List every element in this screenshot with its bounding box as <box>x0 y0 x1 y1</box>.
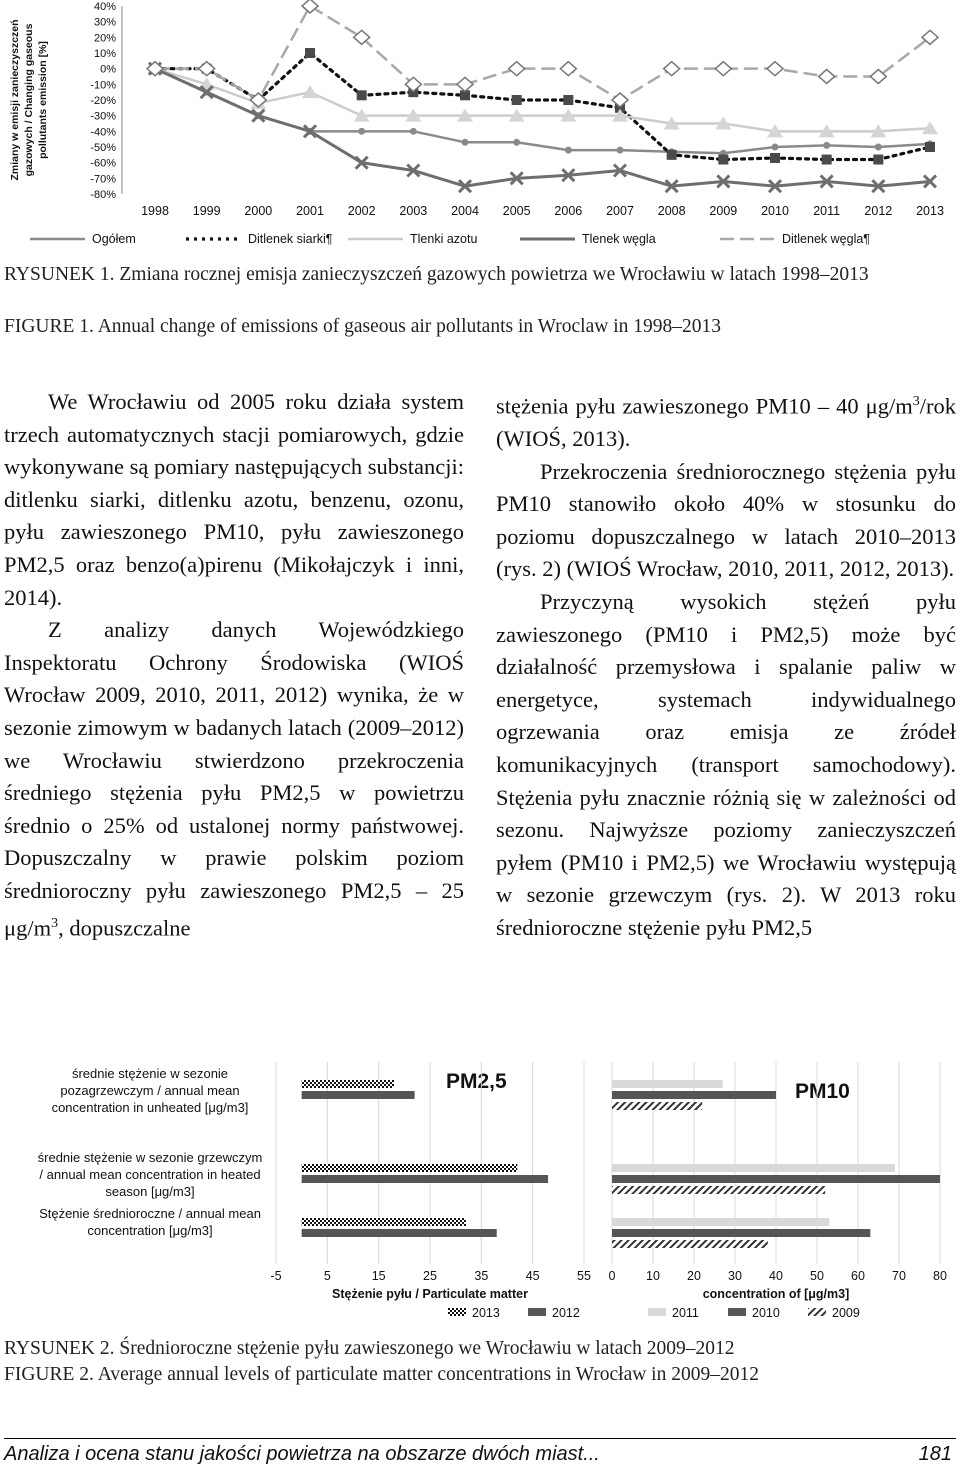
data-point <box>512 95 522 105</box>
data-point <box>565 147 572 154</box>
data-point <box>358 128 365 135</box>
bar <box>612 1186 825 1194</box>
data-point <box>819 70 835 84</box>
x-tick-label: 2005 <box>502 204 531 218</box>
bar <box>302 1229 497 1237</box>
emission-change-line-chart <box>0 0 960 256</box>
data-point <box>357 90 367 100</box>
page-number: 181 <box>918 1443 952 1465</box>
chart-title: PM2,5 <box>446 1070 507 1093</box>
data-point <box>410 128 417 135</box>
running-title: Analiza i ocena stanu jakości powietrza na obszarze dwóch miast... <box>4 1443 600 1465</box>
paragraph: Przekroczenia średniorocznego stężenia pyłu PM10 stanowiło około 40% w stosunku do poziomu dopuszczalnego w latach 2010–2013 (rys. 2) (WIOŚ Wrocław, 2010, 2011, 2012, 2013). <box>496 458 956 582</box>
x-tick-label: 60 <box>851 1269 865 1283</box>
category-label: season [μg/m3] <box>105 1184 195 1199</box>
data-point <box>770 153 780 163</box>
y-tick-label: 20% <box>93 32 116 45</box>
x-tick-label: 45 <box>525 1269 540 1283</box>
data-point <box>767 62 783 76</box>
x-tick-label: 55 <box>577 1269 591 1283</box>
y-tick-label: -40% <box>90 126 116 139</box>
x-tick-label: 2002 <box>347 204 376 218</box>
x-tick-label: 2000 <box>244 204 273 218</box>
data-point <box>772 144 779 151</box>
bar <box>612 1102 702 1110</box>
legend-swatch <box>728 1308 746 1316</box>
data-point <box>617 147 624 154</box>
legend-label: Tlenki azotu <box>410 232 478 246</box>
data-point <box>823 142 830 149</box>
x-tick-label: 2006 <box>554 204 583 218</box>
data-point <box>560 62 576 76</box>
y-tick-label: -60% <box>90 157 116 170</box>
particulate-matter-bar-charts <box>0 1040 960 1320</box>
data-point <box>925 142 935 152</box>
data-point <box>664 62 680 76</box>
x-tick-label: 25 <box>423 1269 437 1283</box>
category-label: concentration [μg/m3] <box>87 1223 213 1238</box>
data-point <box>715 62 731 76</box>
bar <box>612 1091 776 1099</box>
series-line-ogółem <box>155 69 930 154</box>
data-point <box>302 0 318 13</box>
data-point <box>667 150 677 160</box>
y-axis-label-line: Zmiany w emisji zanieczyszczeń <box>9 19 21 181</box>
data-point <box>302 85 318 98</box>
x-tick-label: 2007 <box>606 204 634 218</box>
data-point <box>305 48 315 58</box>
bar <box>612 1218 829 1226</box>
data-point <box>563 95 573 105</box>
x-tick-label: -5 <box>270 1269 282 1283</box>
x-tick-label: 2010 <box>761 204 789 218</box>
legend-label: 2013 <box>472 1306 500 1320</box>
data-point <box>873 155 883 165</box>
paragraph: Przyczyną wysokich stężeń pyłu zawieszonego (PM10 i PM2,5) może być działalność przemysłowa i spalanie paliw w energetyce, systemach indywidualnego ogrzewania oraz emisja ze źródeł komunikacyjnych (transport samochodowy). Stężenia pyłu znacznie różnią się w zależności od sezonu. Najwyższe poziomy zanieczyszczeń pyłem (PM10 i PM2,5) we Wrocławiu występują w sezonie grzewczym (rys. 2). W 2013 roku średnioroczne stężenie pyłu PM2,5 <box>496 589 956 940</box>
y-tick-label: 30% <box>93 16 116 29</box>
data-point <box>462 139 469 146</box>
x-tick-label: 2008 <box>657 204 686 218</box>
bar <box>612 1175 940 1183</box>
y-tick-label: -10% <box>90 79 116 92</box>
x-tick-label: 2012 <box>864 204 893 218</box>
paragraph: We Wrocławiu od 2005 roku działa system trzech automatycznych stacji pomiarowych, gdzie wykonywane są pomiary następujących substancji: ditlenku siarki, ditlenku azotu, benzenu, ozonu, pyłu zawieszonego PM10, pyłu zawieszonego PM2,5 oraz benzo(a)pirenu (Mikołajczyk i inni, 2014). <box>4 389 464 610</box>
paragraph: Z analizy danych Wojewódzkiego Inspektoratu Ochrony Środowiska (WIOŚ Wrocław 2009, 2010, 2011, 2012) wynika, że w sezonie zimowym w badanych latach (2009–2012) we Wrocławiu stwierdzono przekroczenia średniego stężenia pyłu PM2,5 w powietrzu średnio o 25% od ustalonej normy państwowej. Dopuszczalny w prawie polskim poziom średnioroczny pyłu zawieszonego PM2,5 – 25 $\mu g/m^3$, dopuszczalne <box>4 617 464 940</box>
right-column <box>496 386 956 945</box>
y-axis-label-line: gazowych / Changing gaseous <box>23 23 35 177</box>
x-tick-label: 15 <box>371 1269 386 1283</box>
legend-label: 2012 <box>552 1306 580 1320</box>
x-tick-label: 2003 <box>399 204 428 218</box>
figure-2-caption-pl: RYSUNEK 2. Średnioroczne stężenie pyłu zawieszonego we Wrocławiu w latach 2009–2012 <box>4 1338 735 1359</box>
y-tick-label: 0% <box>100 63 116 76</box>
figure-1-caption-pl: RYSUNEK 1. Zmiana rocznej emisja zanieczyszczeń gazowych powietrza we Wrocławiu w latach 1998–2013 <box>4 264 869 285</box>
legend-swatch <box>528 1308 546 1316</box>
x-tick-label: 70 <box>892 1269 906 1283</box>
x-tick-label: 35 <box>474 1269 489 1283</box>
category-label: / annual mean concentration in heated <box>39 1167 261 1182</box>
y-axis-label <box>9 19 49 180</box>
legend-label: 2010 <box>752 1306 780 1320</box>
series-line-tlenki-azotu <box>155 69 930 132</box>
y-tick-label: -30% <box>90 110 116 123</box>
data-point <box>457 77 473 91</box>
bar <box>612 1229 870 1237</box>
legend-swatch <box>448 1308 466 1316</box>
y-tick-label: -70% <box>90 173 116 186</box>
y-tick-label: -50% <box>90 142 116 154</box>
figure-2-caption-en: FIGURE 2. Average annual levels of particulate matter concentrations in Wrocław in 2009–2012 <box>4 1364 759 1385</box>
bar <box>612 1240 768 1248</box>
data-point <box>513 139 520 146</box>
x-tick-label: 2009 <box>709 204 738 218</box>
page-footer <box>4 1438 956 1469</box>
y-tick-label: -80% <box>90 189 116 201</box>
x-tick-label: 20 <box>687 1269 701 1283</box>
data-point <box>509 62 525 76</box>
y-axis-label-line: pollutants emission [%] <box>37 41 49 159</box>
x-tick-label: 2013 <box>916 204 944 218</box>
figure-1-caption-en: FIGURE 1. Annual change of emissions of gaseous air pollutants in Wroclaw in 1998–2013 <box>4 316 722 337</box>
category-label: średnie stężenie w sezonie <box>71 1066 229 1081</box>
category-label: pozagrzewczym / annual mean <box>60 1083 240 1098</box>
legend-swatch <box>808 1308 826 1316</box>
legend-label: 2009 <box>832 1306 860 1320</box>
x-tick-label: 5 <box>323 1269 331 1283</box>
x-axis-label: concentration of [μg/m3] <box>702 1287 850 1301</box>
data-point <box>612 93 628 107</box>
x-tick-label: 40 <box>769 1269 783 1283</box>
category-label: średnie stężenie w sezonie grzewczym <box>37 1150 263 1165</box>
legend-label: 2011 <box>672 1306 699 1320</box>
x-tick-label: 80 <box>933 1269 947 1283</box>
x-tick-label: 2011 <box>813 204 841 218</box>
bar <box>302 1164 518 1172</box>
bar <box>302 1080 394 1088</box>
y-tick-label: -20% <box>90 95 116 107</box>
category-label: concentration in unheated [μg/m3] <box>51 1100 249 1115</box>
x-tick-label: 1999 <box>192 204 221 218</box>
data-point <box>718 155 728 165</box>
x-tick-label: 2001 <box>296 204 324 218</box>
legend-label: Ditlenek węgla¶ <box>782 232 871 246</box>
bar <box>302 1218 466 1226</box>
data-point <box>875 144 882 151</box>
data-point <box>822 155 832 165</box>
legend-label: Tlenek węgla <box>582 232 656 246</box>
bar <box>612 1164 895 1172</box>
x-axis-label: Stężenie pyłu / Particulate matter <box>332 1287 528 1301</box>
legend-swatch <box>648 1308 666 1316</box>
y-tick-label: 10% <box>93 48 116 60</box>
paragraph: stężenia pyłu zawieszonego PM10 – 40 $\mu g/m^3$/rok (WIOŚ, 2013). <box>496 393 956 452</box>
left-column <box>4 386 464 945</box>
bar <box>302 1091 415 1099</box>
category-label: Stężenie średnioroczne / annual mean <box>39 1206 261 1221</box>
x-tick-label: 50 <box>810 1269 824 1283</box>
x-tick-label: 2004 <box>451 204 479 218</box>
x-tick-label: 10 <box>646 1269 660 1283</box>
bar <box>612 1080 723 1088</box>
y-tick-label: 40% <box>93 1 116 13</box>
legend-label: Ogółem <box>92 232 136 246</box>
bar <box>302 1175 548 1183</box>
chart-title: PM10 <box>795 1080 850 1103</box>
legend-label: Ditlenek siarki¶ <box>248 232 333 246</box>
x-tick-label: 1998 <box>141 204 169 218</box>
series-line-ditlenek-węgla <box>155 6 930 100</box>
x-tick-label: 30 <box>728 1269 742 1283</box>
x-tick-label: 0 <box>608 1269 616 1283</box>
